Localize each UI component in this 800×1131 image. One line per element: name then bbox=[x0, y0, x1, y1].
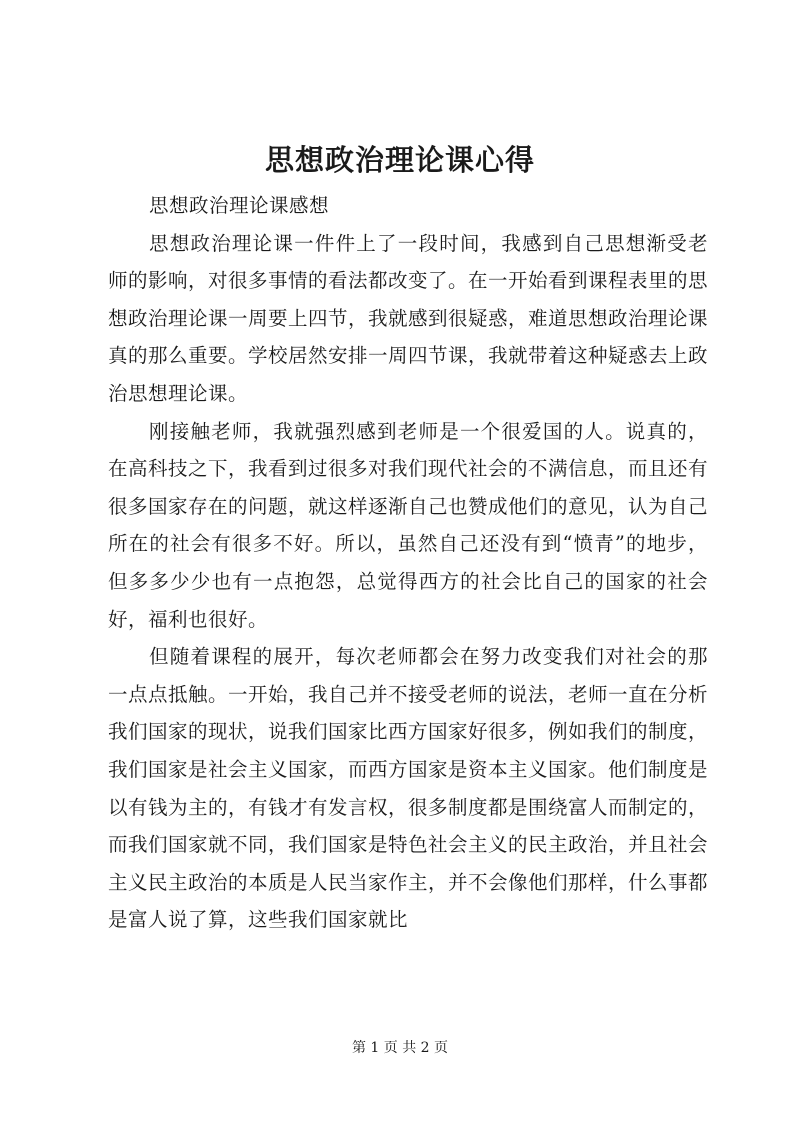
paragraph-subtitle: 思想政治理论课感想 bbox=[149, 194, 330, 217]
page-footer: 第 1 页 共 2 页 bbox=[351, 1040, 449, 1056]
document-title: 思想政治理论课心得 bbox=[264, 143, 535, 177]
paragraph: 思想政治理论课一件件上了一段时间，我感到自己思想渐受老师的影响，对很多事情的看法都改变了。在一开始看到课程表里的思想政治理论课一周要上四节，我就感到很疑惑，难道思想政治理论课真的那么重要。学校居然安排一周四节课，我就带着这种疑惑去上政治思想理论课。 bbox=[108, 231, 709, 405]
paragraph: 但随着课程的展开，每次老师都会在努力改变我们对社会的那一点点抵触。一开始，我自己并不接受老师的说法，老师一直在分析我们国家的现状，说我们国家比西方国家好很多，例如我们的制度，我们国家是社会主义国家，而西方国家是资本主义国家。他们制度是以有钱为主的，有钱才有发言权，很多制度都是围绕富人而制定的，而我们国家就不同，我们国家是特色社会主义的民主政治，并且社会主义民主政治的本质是人民当家作主，并不会像他们那样，什么事都是富人说了算，这些我们国家就比 bbox=[108, 645, 709, 932]
document-body bbox=[108, 187, 708, 939]
paragraph: 刚接触老师，我就强烈感到老师是一个很爱国的人。说真的，在高科技之下，我看到过很多对我们现代社会的不满信息，而且还有很多国家存在的问题，就这样逐渐自己也赞成他们的意见，认为自己所在的社会有很多不好。所以，虽然自己还没有到“愤青”的地步，但多多少少也有一点抱怨，总觉得西方的社会比自己的国家的社会好，福利也很好。 bbox=[108, 419, 709, 631]
